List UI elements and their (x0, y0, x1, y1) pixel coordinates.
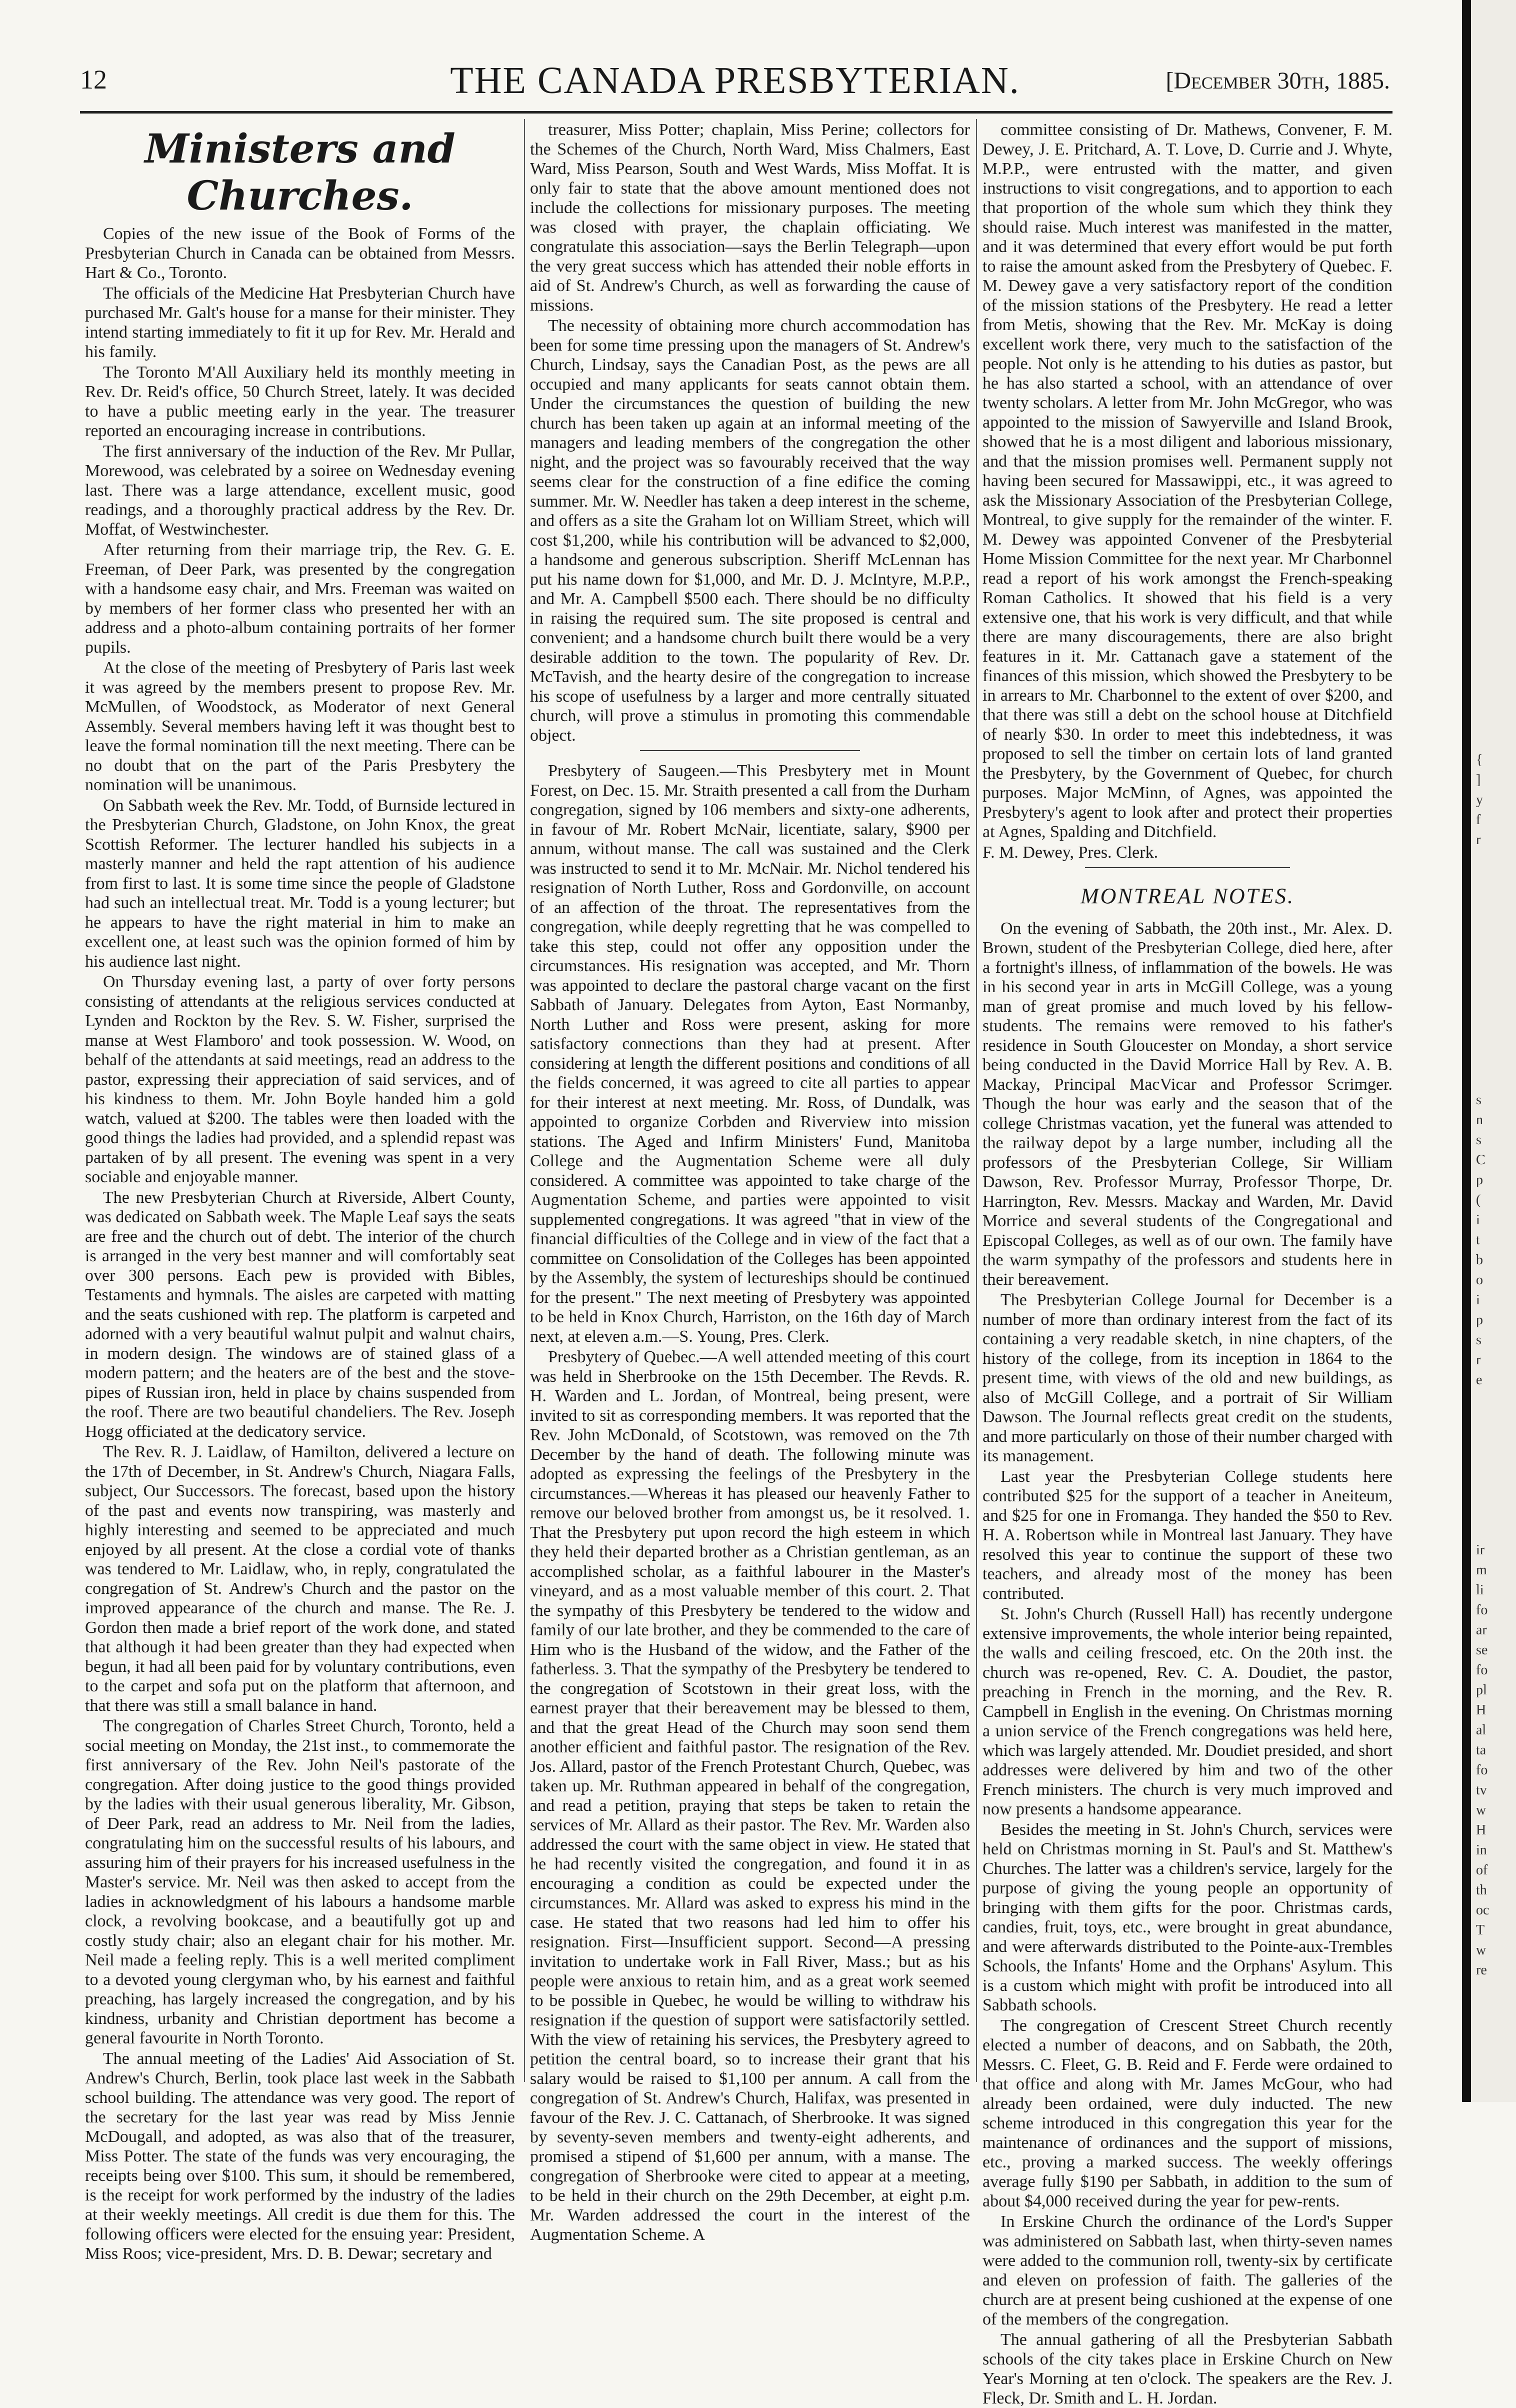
article-paragraph: The annual meeting of the Ladies' Aid Association of St. Andrew's Church, Berlin, took place last week in the Sabbath school building. The attendance was very good. The report of the secretary for the last year was read by Miss Jennie McDougall, and adopted, as was also that of the treasurer, Miss Potter. The state of the funds was very encouraging, the receipts being over $100. This sum, it should be remembered, is the receipt for work performed by the industry of the ladies at their weekly meetings. All credit is due them for this. The following officers were elected for the ensuing year: President, Miss Roos; vice-president, Mrs. D. B. Dewar; secretary and (85, 2049, 515, 2263)
edge-fragment: n (1476, 1112, 1483, 1128)
edge-fragment: ar (1476, 1622, 1487, 1638)
column-3 (982, 120, 1392, 2407)
edge-fragment: { (1476, 752, 1483, 768)
article-paragraph: The first anniversary of the induction of the Rev. Mr Pullar, Morewood, was celebrated by a soiree on Wednesday evening last. There was a large attendance, excellent music, good readings, and a thoroughly practical address by the Rev. Dr. Moffat, of Westwinchester. (85, 442, 515, 539)
article-paragraph: Last year the Presbyterian College students here contributed $25 for the support of a teacher in Aneiteum, and $25 for one in Fromanga. They handed the $50 to Rev. H. A. Robertson while in Montreal last January. They have resolved this year to continue the support of these two teachers, and already most of the money has been contributed. (982, 1467, 1392, 1603)
edge-fragment: b (1476, 1252, 1483, 1268)
edge-fragment: ] (1476, 772, 1481, 788)
edge-fragment: of (1476, 1862, 1488, 1878)
facing-page-edge (1471, 0, 1516, 2102)
binding-shadow (1462, 0, 1471, 2102)
edge-fragment: e (1476, 1372, 1482, 1388)
article-paragraph: The annual gathering of all the Presbyterian Sabbath schools of the city takes place in Erskine Church on New Year's Morning at ten o'clock. The speakers are the Rev. J. Fleck, Dr. Smith and L. H. Jordan. (982, 2330, 1392, 2407)
edge-fragment: se (1476, 1642, 1488, 1658)
edge-fragment: r (1476, 1352, 1481, 1368)
article-paragraph: On the evening of Sabbath, the 20th inst., Mr. Alex. D. Brown, student of the Presbyterian College, died here, after a fortnight's illness, of inflammation of the bowels. He was in his second year in arts in McGill College, was a young man of great promise and much loved by his fellow-students. The remains were removed to his father's residence in South Gloucester on Monday, a short service being conducted in the David Morrice Hall by Rev. A. B. Mackay, Principal MacVicar and Professor Scrimger. Though the hour was early and the season that of the college Christmas vacation, yet the funeral was attended to the railway depot by a large number, including all the professors of the Presbyterian College, Sir William Dawson, Rev. Professor Murray, Professor Thorpe, Dr. Harrington, Rev. Messrs. Mackay and Warden, Mr. David Morrice and several students of the Congregational and Episcopal Colleges, as well as of our own. The family have the warm sympathy of the professors and students here in their bereavement. (982, 919, 1392, 1289)
edge-fragment: pl (1476, 1682, 1487, 1698)
edge-fragment: s (1476, 1132, 1482, 1148)
column-divider (976, 119, 977, 2082)
edge-fragment: ( (1476, 1192, 1481, 1208)
edge-fragment: th (1476, 1882, 1487, 1898)
edge-fragment: T (1476, 1922, 1485, 1938)
article-paragraph: Presbytery of Quebec.—A well attended meeting of this court was held in Sherbrooke on the 15th December. The Revds. R. H. Warden and L. Jordan, of Montreal, being present, were invited to sit as corresponding members. It was reported that the Rev. John McDonald, of Scotstown, was removed on the 7th December by the hand of death. The following minute was adopted as expressing the feelings of the Presbytery in the circumstances.—Whereas it has pleased our heavenly Father to remove our beloved brother from amongst us, be it resolved. 1. That the Presbytery put upon record the high esteem in which they held their departed brother as a Christian gentleman, as an accomplished scholar, as a faithful labourer in the Master's vineyard, and as a most valuable member of this court. 2. That the sympathy of this Presbytery be tendered to the widow and family of our late brother, and they be commended to the care of Him who is the Husband of the widow, and the Father of the fatherless. 3. That the sympathy of the Presbytery be tendered to the congregation of Scotstown in their great loss, with the earnest prayer that their bereavement may be blessed to them, and that the great Head of the Church may soon send them another efficient and faithful pastor. The resignation of the Rev. Jos. Allard, pastor of the French Protestant Church, Quebec, was taken up. Mr. Ruthman appeared in behalf of the congregation, and read a petition, praying that steps be taken to retain the services of Mr. Allard as their pastor. The Rev. Mr. Warden also addressed the court with the same object in view. He stated that he had recently visited the congregation, and found it in as encouraging a condition as could be expected under the circumstances. Mr. Allard was asked to express his mind in the case. He stated that two reasons had led him to offer his resignation. First—Insufficient support. Second—A pressing invitation to undertake work in Fall River, Mass.; but as his people were anxious to retain him, and as a great work seemed to be possible in Quebec, he would be willing to withdraw his resignation if the question of support were satisfactorily settled. With the view of retaining his services, the Presbytery agreed to petition the central board, so to increase their grant that his salary would be raised to $1,100 per annum. A call from the congregation of St. Andrew's Church, Halifax, was presented in favour of the Rev. J. C. Cattanach, of Sherbrooke. It was signed by seventy-seven members and twenty-eight adherents, and promised a stipend of $1,600 per annum, with a manse. The congregation of Sherbrooke were cited to appear at a meeting, to be held in their church on the 29th December, at eight p.m. Mr. Warden addressed the court in the interest of the Augmentation Scheme. A (530, 1348, 970, 2244)
article-paragraph: The congregation of Charles Street Church, Toronto, held a social meeting on Monday, the 21st inst., to commemorate the first anniversary of the Rev. John Neil's pastorate of the congregation. After doing justice to the good things provided by the ladies with their usual generous liberality, Mr. Gibson, of Deer Park, read an address to Mr. Neil from the ladies, congratulating him on the successful results of his labours, and assuring him of their prayers for his increased usefulness in the Master's service. Mr. Neil was then asked to accept from the ladies in acknowledgment of his labours a handsome marble clock, a revolving bookcase, and a beautifully got up and costly study chair; also an elegant chair for his mother. Mr. Neil made a feeling reply. This is a well merited compliment to a devoted young clergyman who, by his earnest and faithful preaching, has largely increased the congregation, and by his kindness, urbanity and Christian deportment has become a general favourite in North Toronto. (85, 1717, 515, 2047)
article-paragraph: Copies of the new issue of the Book of Forms of the Presbyterian Church in Canada can be obtained from Messrs. Hart & Co., Toronto. (85, 225, 515, 282)
edge-fragment: w (1476, 1802, 1486, 1818)
edge-fragment: t (1476, 1232, 1480, 1248)
edge-fragment: o (1476, 1272, 1483, 1288)
edge-fragment: C (1476, 1152, 1486, 1168)
edge-fragment: ta (1476, 1742, 1486, 1758)
subsection-heading: MONTREAL NOTES. (1080, 884, 1295, 908)
column-divider (524, 119, 525, 2082)
article-paragraph: The Rev. R. J. Laidlaw, of Hamilton, delivered a lecture on the 17th of December, in St. Andrew's Church, Niagara Falls, subject, Our Successors. The forecast, based upon the history of the past and events now transpiring, was masterly and highly interesting and seemed to be appreciated and much enjoyed by all present. At the close a cordial vote of thanks was tendered to Mr. Laidlaw, who, in reply, congratulated the congregation of St. Andrew's Church and the pastor on the improved appearance of the church and manse. The Re. J. Gordon then made a brief report of the work done, and stated that although it had been greater than they had expected when begun, it had all been paid for by voluntary contributions, even to the carpet and sofa put on the platform that afternoon, and that there was still a small balance in hand. (85, 1443, 515, 1715)
article-paragraph: St. John's Church (Russell Hall) has recently undergone extensive improvements, the whole interior being repainted, the walls and ceiling frescoed, etc. On the 20th inst. the church was re-opened, Rev. C. A. Doudiet, the pastor, preaching in French in the morning, and the Rev. R. Campbell in English in the evening. On Christmas morning a union service of the French congregations was held here, which was largely attended. Mr. Doudiet presided, and short addresses were delivered by him and two of the other French ministers. The church is very much improved and now presents a handsome appearance. (982, 1605, 1392, 1818)
article-paragraph: On Sabbath week the Rev. Mr. Todd, of Burnside lectured in the Presbyterian Church, Gladstone, on John Knox, the great Scottish Reformer. The lecturer handled his subjects in a masterly manner and held the rapt attention of his audience from first to last. It is some time since the people of Gladstone had such an intellectual treat. Mr. Todd is a young lecturer; but he appears to have the right material in him to make an excellent one, at least such was the opinion formed of him by his audience last night. (85, 796, 515, 971)
edge-fragment: H (1476, 1822, 1486, 1838)
edge-fragment: y (1476, 792, 1483, 808)
article-paragraph: After returning from their marriage trip, the Rev. G. E. Freeman, of Deer Park, was presented by the congregation with a handsome easy chair, and Mrs. Freeman was waited on by members of her former class who presented her with an address and a photo-album containing portraits of her former pupils. (85, 541, 515, 657)
running-head (80, 59, 1390, 107)
signature-line: F. M. Dewey, Pres. Clerk. (982, 843, 1158, 862)
article-paragraph: The new Presbyterian Church at Riverside, Albert County, was dedicated on Sabbath week. The Maple Leaf says the seats are free and the church out of debt. The interior of the church is arranged in the very best manner and will comfortably seat over 300 persons. Each pew is provided with Bibles, Testaments and hymnals. The aisles are carpeted with matting and the seats cushioned with rep. The platform is carpeted and adorned with a very beautiful walnut pulpit and walnut chairs, in modern design. The windows are of stained glass of a modern pattern; and the heaters are of the best and the stove-pipes of Russian iron, held in place by chains suspended from the roof. There are two beautiful chandeliers. The Rev. Joseph Hogg officiated at the dedicatory service. (85, 1188, 515, 1441)
article-paragraph: The congregation of Crescent Street Church recently elected a number of deacons, and on Sabbath, the 20th, Messrs. C. Fleet, G. B. Reid and F. Ferde were ordained to that office and along with Mr. James McGour, who had already been ordained, were duly inducted. The new scheme introduced in this congregation this year for the maintenance of ordinances and the support of missions, etc., proving a marked success. The weekly offerings average fully $190 per Sabbath, in addition to the sum of about $4,000 received during the year for pew-rents. (982, 2016, 1392, 2210)
edge-fragment: fo (1476, 1762, 1488, 1778)
article-paragraph: The Presbyterian College Journal for December is a number of more than ordinary interest from the fact of its containing a very readable sketch, in nine chapters, of the history of the college, from its inception in 1864 to the present time, with views of the old and new buildings, as also of McGill College, and a portrait of Sir William Dawson. The Journal reflects great credit on the students, and more particularly on those of their number charged with its management. (982, 1291, 1392, 1465)
edge-fragment: oc (1476, 1902, 1490, 1918)
edge-fragment: m (1476, 1562, 1487, 1578)
edge-fragment: fo (1476, 1602, 1488, 1618)
edge-fragment: tv (1476, 1782, 1487, 1798)
edge-fragment: fo (1476, 1662, 1488, 1678)
edge-fragment: al (1476, 1722, 1486, 1738)
article-paragraph: The officials of the Medicine Hat Presbyterian Church have purchased Mr. Galt's house for a manse for their minister. They intend starting immediately to fit it up for Rev. Mr. Herald and his family. (85, 284, 515, 361)
article-paragraph: Presbytery of Saugeen.—This Presbytery met in Mount Forest, on Dec. 15. Mr. Straith presented a call from the Durham congregation, signed by 106 members and sixty-one adherents, in favour of Mr. Robert McNair, licentiate, salary, $900 per annum, without manse. The call was sustained and the Clerk was instructed to send it to Mr. McNair. Mr. Nichol tendered his resignation of North Luther, Ross and Gordonville, on account of an affection of the throat. The representatives from the congregation, while deeply regretting that he was compelled to take this step, could not offer any opposition under the circumstances. His resignation was accepted, and Mr. Thorn was appointed to declare the pastoral charge vacant on the first Sabbath of January. Delegates from Ayton, East Normanby, North Luther and Ross were present, asking for more satisfactory connections than they had at present. After considering at length the different positions and conditions of all the fields concerned, it was agreed to cite all parties to appear for their interest at next meeting. Mr. Ross, of Dundalk, was appointed to organize Corbden and Riverview into mission stations. The Aged and Infirm Ministers' Fund, Manitoba College and the Augmentation Scheme were all duly considered. A committee was appointed to take charge of the Augmentation Scheme, and parties were appointed to visit supplemented congregations. It was agreed "that in view of the financial difficulties of the College and in view of the fact that a committee on Consolidation of the Colleges has been appointed by the Assembly, the system of lectureships should be continued for the present." The next meeting of Presbytery was appointed to be held in Knox Church, Harriston, on the 16th day of March next, at eleven a.m.—S. Young, Pres. Clerk. (530, 762, 970, 1346)
article-divider (640, 750, 860, 751)
article-paragraph: At the close of the meeting of Presbytery of Paris last week it was agreed by the members present to propose Rev. Mr. McMullen, of Woodstock, as Moderator of next General Assembly. Several members having left it was thought best to leave the formal nomination till the next meeting. There can be no doubt that on the part of the Paris Presbytery the nomination will be unanimous. (85, 659, 515, 794)
article-paragraph: committee consisting of Dr. Mathews, Convener, F. M. Dewey, J. E. Pritchard, A. T. Love, D. Currie and J. Whyte, M.P.P., were entrusted with the matter, and given instructions to visit congregations, and to apportion to each that proportion of the whole sum which they think they should raise. Much interest was manifested in the matter, and it was determined that every effort would be put forth to raise the amount asked from the Presbytery of Quebec. F. M. Dewey gave a very satisfactory report of the condition of the mission stations of the Presbytery. He read a letter from Metis, showing that the Rev. Mr. McKay is doing excellent work there, very much to the satisfaction of the people. Not only is he attending to his duties as pastor, but he has also started a school, with an attendance of over twenty scholars. A letter from Mr. John McGregor, who was appointed to the mission of Sawyerville and Island Brook, showed that he is a most diligent and laborious missionary, and that the mission promises well. Permanent supply not having been secured for Massawippi, etc., it was agreed to ask the Missionary Association of the Presbyterian College, Montreal, to give supply for the remainder of the winter. F. M. Dewey was appointed Convener of the Presbyterial Home Mission Committee for the next year. Mr Charbonnel read a report of his work amongst the French-speaking Roman Catholics. It showed that his field is a very extensive one, that his work is very difficult, and that while there are many discouragements, there are also bright features in it. Mr. Cattanach gave a statement of the finances of this mission, which showed the Presbytery to be in arrears to Mr. Charbonnel to the extent of over $200, and that there was still a debt on the school house at Ditchfield of nearly $30. In order to meet this indebtedness, it was proposed to sell the timber on certain lots of land granted the Presbytery, by the Government of Quebec, for church purposes. Major McMinn, of Agnes, was appointed the Presbytery's agent to look after and protect their properties at Agnes, Spalding and Ditchfield. (982, 121, 1392, 841)
column-1 (85, 120, 515, 2263)
edge-fragment: s (1476, 1092, 1482, 1108)
article-paragraph: On Thursday evening last, a party of over forty persons consisting of attendants at the religious services conducted at Lynden and Rockton by the Rev. S. W. Fisher, surprised the manse at West Flamboro' and took possession. W. Wood, on behalf of the attendants at said meetings, read an address to the pastor, expressing their appreciation of said services, and of his kindness to them. Mr. John Boyle handed him a gold watch, valued at $200. The tables were then loaded with the good things the ladies had provided, and a splendid repast was partaken of by all present. The evening was spent in a very sociable and enjoyable manner. (85, 973, 515, 1186)
edge-fragment: H (1476, 1702, 1486, 1718)
article-paragraph: The necessity of obtaining more church accommodation has been for some time pressing upon the managers of St. Andrew's Church, Lindsay, says the Canadian Post, as the pews are all occupied and many applicants for seats cannot obtain them. Under the circumstances the question of building the new church has been taken up again at an informal meeting of the managers and leading members of the congregation the other night, and the project was so favourably received that the way seems clear for the construction of a fine edifice the coming summer. Mr. W. Needler has taken a deep interest in the scheme, and offers as a site the Graham lot on William Street, which will cost $1,200, while his contribution will be advanced to $2,000, a handsome and generous subscription. Sheriff McLennan has put his name down for $1,000, and Mr. D. J. McIntyre, M.P.P., and Mr. A. Campbell $500 each. There should be no difficulty in raising the required sum. The site proposed is central and convenient; and a handsome church built there would be a very desirable addition to the town. The popularity of Rev. Dr. McTavish, and the hearty desire of the congregation to increase his scope of usefulness by a larger and more centrally situated church, will prove a stimulus in promoting this commendable object. (530, 317, 970, 745)
edge-fragment: in (1476, 1842, 1487, 1858)
edge-fragment: s (1476, 1332, 1482, 1348)
edge-fragment: ir (1476, 1542, 1485, 1558)
edge-fragment: re (1476, 1962, 1487, 1978)
journal-title: THE CANADA PRESBYTERIAN. (450, 60, 1020, 102)
article-paragraph: treasurer, Miss Potter; chaplain, Miss Perine; collectors for the Schemes of the Church, North Ward, Miss Chalmers, East Ward, Miss Pearson, South and West Wards, Miss Moffat. It is only fair to state that the above amount mentioned does not include the collections for missionary purposes. The meeting was closed with prayer, the chaplain officiating. We congratulate this association—says the Berlin Telegraph—upon the very great success which has attended their noble efforts in aid of St. Andrew's Church, as well as forwarding the cause of missions. (530, 121, 970, 315)
page-number: 12 (80, 65, 107, 95)
edge-fragment: p (1476, 1312, 1483, 1328)
section-heading: Ministers and Churches. (144, 125, 456, 219)
header-rule (80, 111, 1392, 114)
issue-date: [December 30th, 1885. (1166, 68, 1390, 94)
column-2 (530, 120, 970, 2244)
article-paragraph: Besides the meeting in St. John's Church, services were held on Christmas morning in St. Paul's and St. Matthew's Churches. The latter was a children's service, largely for the purpose of giving the young people an opportunity of bringing with them gifts for the poor. Christmas cards, candies, fruit, toys, etc., were brought in great abundance, and were afterwards distributed to the Pointe-aux-Trembles Schools, the Infants' Home and the Orphans' Asylum. This is a custom which might with profit be introduced into all Sabbath schools. (982, 1820, 1392, 2014)
edge-fragment: f (1476, 812, 1481, 828)
article-divider (1085, 867, 1290, 868)
edge-fragment: li (1476, 1582, 1484, 1598)
article-paragraph: In Erskine Church the ordinance of the Lord's Supper was administered on Sabbath last, when thirty-seven names were added to the communion roll, twenty-six by certificate and eleven on profession of faith. The galleries of the church are at present being cushioned at the expense of one of the members of the congregation. (982, 2212, 1392, 2328)
edge-fragment: i (1476, 1212, 1480, 1228)
edge-fragment: i (1476, 1292, 1480, 1308)
edge-fragment: r (1476, 832, 1481, 848)
article-paragraph: The Toronto M'All Auxiliary held its monthly meeting in Rev. Dr. Reid's office, 50 Church Street, lately. It was decided to have a public meeting early in the year. The treasurer reported an encouraging increase in contributions. (85, 363, 515, 440)
edge-fragment: p (1476, 1172, 1483, 1188)
edge-fragment: w (1476, 1942, 1486, 1958)
